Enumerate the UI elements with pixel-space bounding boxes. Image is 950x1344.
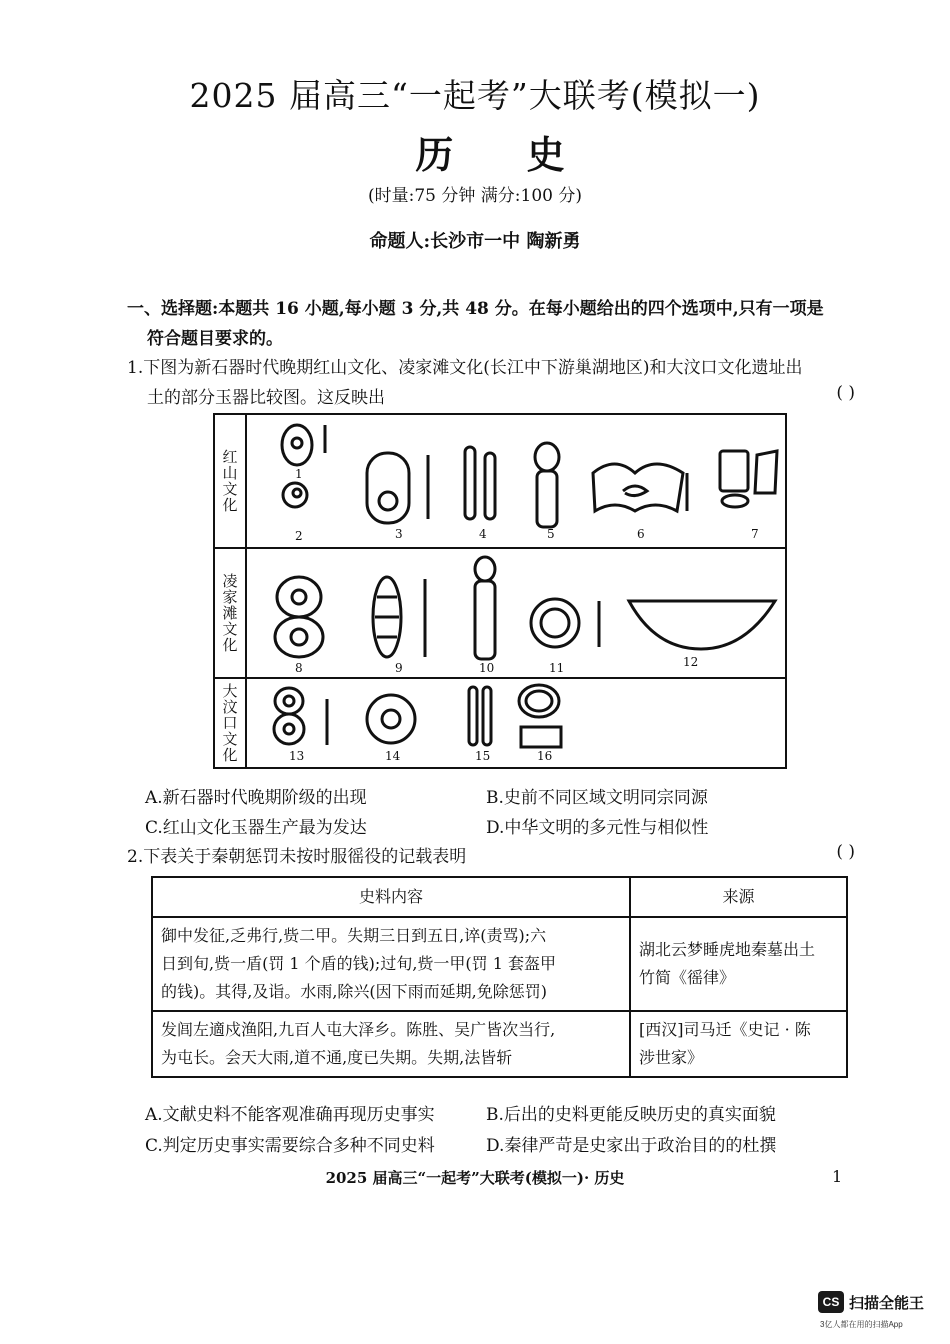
figure-number: 8 [295, 661, 303, 675]
question-2-stem: 2.下表关于秦朝惩罚未按时服徭役的记载表明 [127, 847, 467, 867]
figure-number: 1 [295, 467, 303, 481]
q1-answer-blank: ( ) [836, 383, 855, 403]
q1-option-d[interactable]: D.中华文明的多元性与相似性 [486, 818, 709, 838]
figure-number: 9 [395, 661, 403, 675]
figure-number: 4 [479, 527, 487, 541]
q2-answer-blank: ( ) [836, 842, 855, 862]
question-1-stem [127, 353, 867, 413]
table-cell-source [630, 917, 847, 1011]
table-cell-content [152, 1011, 630, 1077]
content-line: 的钱)。其得,及诣。水雨,除兴(因下雨而延期,免除惩罚) [161, 982, 547, 1001]
source-line: 竹简《徭律》 [639, 968, 736, 987]
table-cell-source [630, 1011, 847, 1077]
figure-number: 15 [475, 749, 491, 763]
table-row [152, 1011, 847, 1077]
q1-option-a[interactable]: A.新石器时代晚期阶级的出现 [145, 788, 367, 808]
table-header-row [152, 877, 847, 917]
q1-line2: 土的部分玉器比较图。这反映出 [147, 388, 385, 408]
table-header: 史料内容 [152, 877, 630, 917]
watermark-name: 扫描全能王 [849, 1295, 925, 1312]
source-line: 涉世家》 [639, 1048, 704, 1067]
page-footer: 2025 届高三“一起考”大联考(模拟一)· 历史 [325, 1169, 625, 1187]
row-hongshan [215, 415, 785, 549]
q1-option-b[interactable]: B.史前不同区域文明同宗同源 [486, 788, 708, 808]
author-line: 命题人:长沙市一中 陶新勇 [369, 231, 581, 252]
camscanner-logo-icon: CS [818, 1291, 844, 1313]
table-row [152, 917, 847, 1011]
row-lingjiatan [215, 549, 785, 679]
exam-title: 2025 届高三“一起考”大联考(模拟一) [189, 76, 761, 115]
figure-number: 5 [547, 527, 555, 541]
page-number: 1 [832, 1167, 843, 1186]
figure-number: 16 [537, 749, 553, 763]
section-instructions [127, 294, 867, 354]
figure-number: 6 [637, 527, 645, 541]
q1-line1: 1.下图为新石器时代晚期红山文化、凌家滩文化(长江中下游巢湖地区)和大汶口文化遗址出 [127, 358, 803, 378]
figure-number: 3 [395, 527, 403, 541]
figure-number: 12 [683, 655, 699, 669]
row-dawenkou [215, 679, 785, 767]
table-header: 来源 [630, 877, 847, 917]
content-line: 御中发征,乏弗行,赀二甲。失期三日到五日,谇(责骂);六 [161, 926, 547, 945]
q2-option-d[interactable]: D.秦律严苛是史家出于政治目的的杜撰 [486, 1136, 777, 1156]
lingjiatan-artifacts [215, 549, 785, 679]
q2-option-c[interactable]: C.判定历史事实需要综合多种不同史料 [145, 1136, 435, 1156]
q1-option-c[interactable]: C.红山文化玉器生产最为发达 [145, 818, 367, 838]
figure-number: 11 [549, 661, 565, 675]
figure-number: 2 [295, 529, 303, 543]
watermark-tagline: 3亿人都在用的扫描App [820, 1320, 903, 1329]
source-line: [西汉]司马迁《史记 · 陈 [639, 1020, 811, 1039]
source-line: 湖北云梦睡虎地秦墓出土 [639, 940, 816, 959]
section-instructions-line2: 符合题目要求的。 [147, 329, 283, 349]
content-line: 发闾左適戍渔阳,九百人屯大泽乡。陈胜、吴广皆次当行, [161, 1020, 556, 1039]
subject-title: 历 史 [415, 132, 595, 177]
row-label-dawenkou: 大汶口文化 [215, 679, 247, 767]
time-info: (时量:75 分钟 满分:100 分) [367, 186, 582, 206]
figure-number: 13 [289, 749, 305, 763]
jade-comparison-figure [213, 413, 787, 769]
row-label-lingjiatan: 凌家滩文化 [215, 549, 247, 677]
source-table [151, 876, 848, 1078]
section-instructions-line1: 一、选择题:本题共 16 小题,每小题 3 分,共 48 分。在每小题给出的四个选项中,只有一项是 [127, 299, 824, 319]
row-label-hongshan: 红山文化 [215, 415, 247, 547]
table-cell-content [152, 917, 630, 1011]
q2-option-a[interactable]: A.文献史料不能客观准确再现历史事实 [145, 1105, 435, 1125]
figure-number: 14 [385, 749, 401, 763]
figure-number: 7 [751, 527, 759, 541]
content-line: 为屯长。会天大雨,道不通,度已失期。失期,法皆斩 [161, 1048, 513, 1067]
q2-option-b[interactable]: B.后出的史料更能反映历史的真实面貌 [486, 1105, 776, 1125]
figure-number: 10 [479, 661, 495, 675]
content-line: 日到旬,赀一盾(罚 1 个盾的钱);过旬,赀一甲(罚 1 套盔甲 [161, 954, 556, 973]
